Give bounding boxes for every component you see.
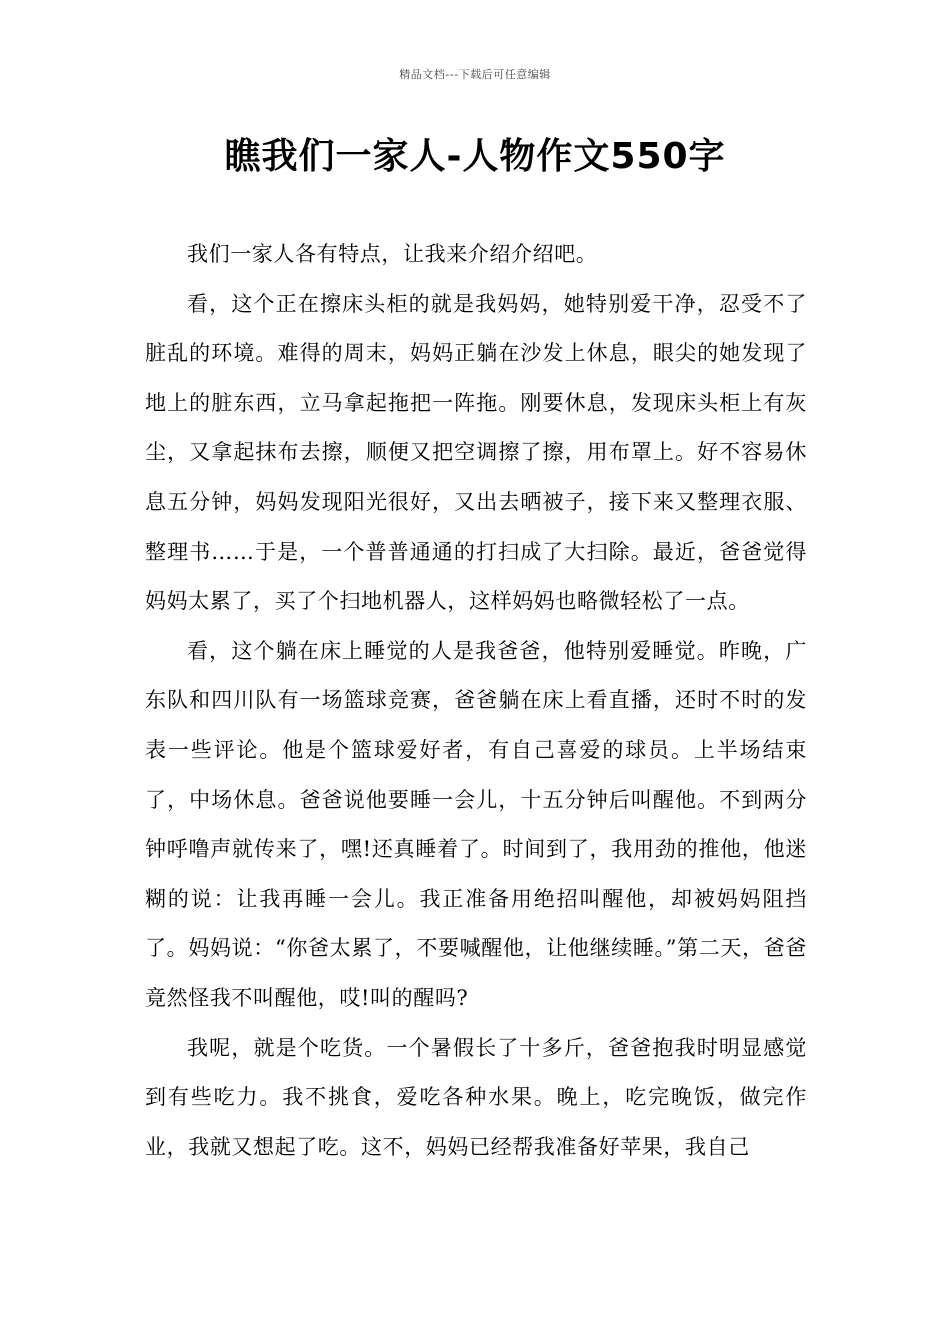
paragraph-self: 我呢，就是个吃货。一个暑假长了十多斤，爸爸抱我时明显感觉到有些吃力。我不挑食，爱吃各种水果。晚上，吃完晚饭，做完作业，我就又想起了吃。这不，妈妈已经帮我准备好苹果，我自己 [145,1035,807,1159]
document-title: 瞧我们一家人-人物作文550字 [224,136,726,177]
paragraph-father: 看，这个躺在床上睡觉的人是我爸爸，他特别爱睡觉。昨晚，广东队和四川队有一场篮球竞赛，爸爸躺在床上看直播，还时不时的发表一些评论。他是个篮球爱好者，有自己喜爱的球员。上半场结束了，中场休息。爸爸说他要睡一会儿，十五分钟后叫醒他。不到两分钟呼噜声就传来了，嘿!还真睡着了。时间到了，我用劲的推他，他迷糊的说：让我再睡一会儿。我正准备用绝招叫醒他，却被妈妈阻挡了。妈妈说：“你爸太累了，不要喊醒他，让他继续睡。”第二天，爸爸竟然怪我不叫醒他，哎!叫的醒吗? [145,638,807,1010]
document-body [145,230,807,1172]
paragraph-mother: 看，这个正在擦床头柜的就是我妈妈，她特别爱干净，忍受不了脏乱的环境。难得的周末，妈妈正躺在沙发上休息，眼尖的她发现了地上的脏东西，立马拿起拖把一阵拖。刚要休息，发现床头柜上有灰尘，又拿起抹布去擦，顺便又把空调擦了擦，用布罩上。好不容易休息五分钟，妈妈发现阳光很好，又出去晒被子，接下来又整理衣服、整理书……于是，一个普普通通的打扫成了大扫除。最近，爸爸觉得妈妈太累了，买了个扫地机器人，这样妈妈也略微轻松了一点。 [145,291,807,614]
page-header-watermark: 精品文档---下载后可任意编辑 [399,68,551,81]
paragraph-intro: 我们一家人各有特点，让我来介绍介绍吧。 [187,242,598,266]
